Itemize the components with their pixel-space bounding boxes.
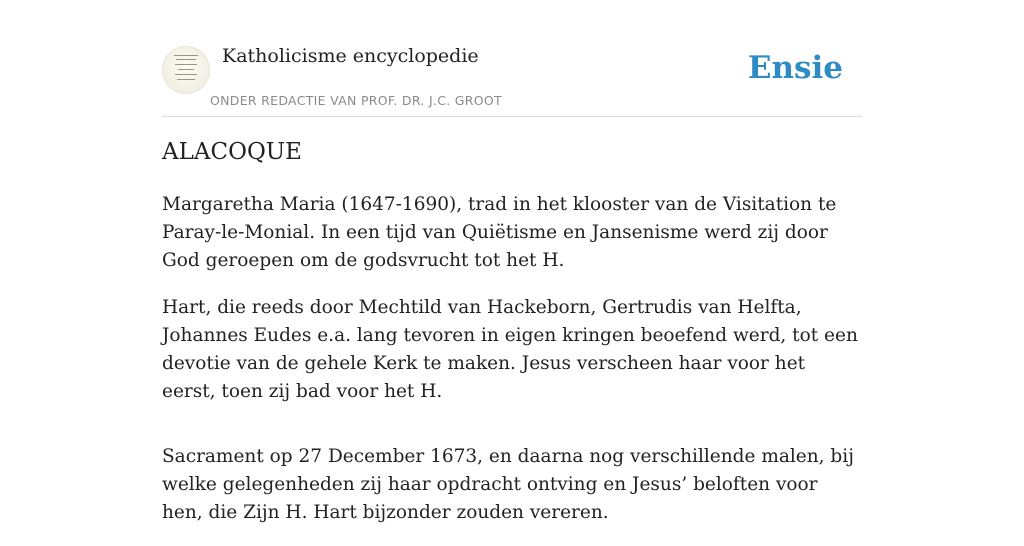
article-body bbox=[162, 191, 862, 546]
article-paragraph: Sacrament op 27 December 1673, en daarna nog verschillende malen, bij welke gelegenheden zij haar opdracht ontving en Jesus’ beloften voor hen, die Zijn H. Hart bijzonder zouden vereren. bbox=[162, 446, 854, 523]
book-title-link[interactable]: Katholicisme encyclopedie bbox=[222, 45, 479, 67]
cover-line bbox=[175, 64, 197, 65]
cover-line bbox=[177, 79, 195, 80]
cover-line bbox=[175, 74, 197, 75]
editor-credit: ONDER REDACTIE VAN PROF. DR. J.C. GROOT bbox=[210, 93, 502, 108]
article-paragraph: Hart, die reeds door Mechtild van Hackeborn, Gertrudis van Helfta, Johannes Eudes e.a. lang tevoren in eigen kringen beoefend werd, tot een devotie van de gehele Kerk te maken. Jesus verscheen haar voor het eerst, toen zij bad voor het H. bbox=[162, 297, 858, 402]
article-paragraph: Margaretha Maria (1647-1690), trad in het klooster van de Visitation te Paray-le-Monial. In een tijd van Quiëtisme en Jansenisme werd zij door God geroepen om de godsvrucht tot het H. bbox=[162, 194, 837, 271]
cover-line bbox=[176, 59, 196, 60]
cover-line bbox=[174, 55, 198, 56]
site-header bbox=[162, 40, 862, 117]
cover-line bbox=[178, 69, 194, 70]
book-cover-icon[interactable] bbox=[162, 46, 210, 94]
ensie-logo-link[interactable]: Ensie bbox=[747, 50, 843, 86]
entry-title: ALACOQUE bbox=[162, 139, 302, 165]
